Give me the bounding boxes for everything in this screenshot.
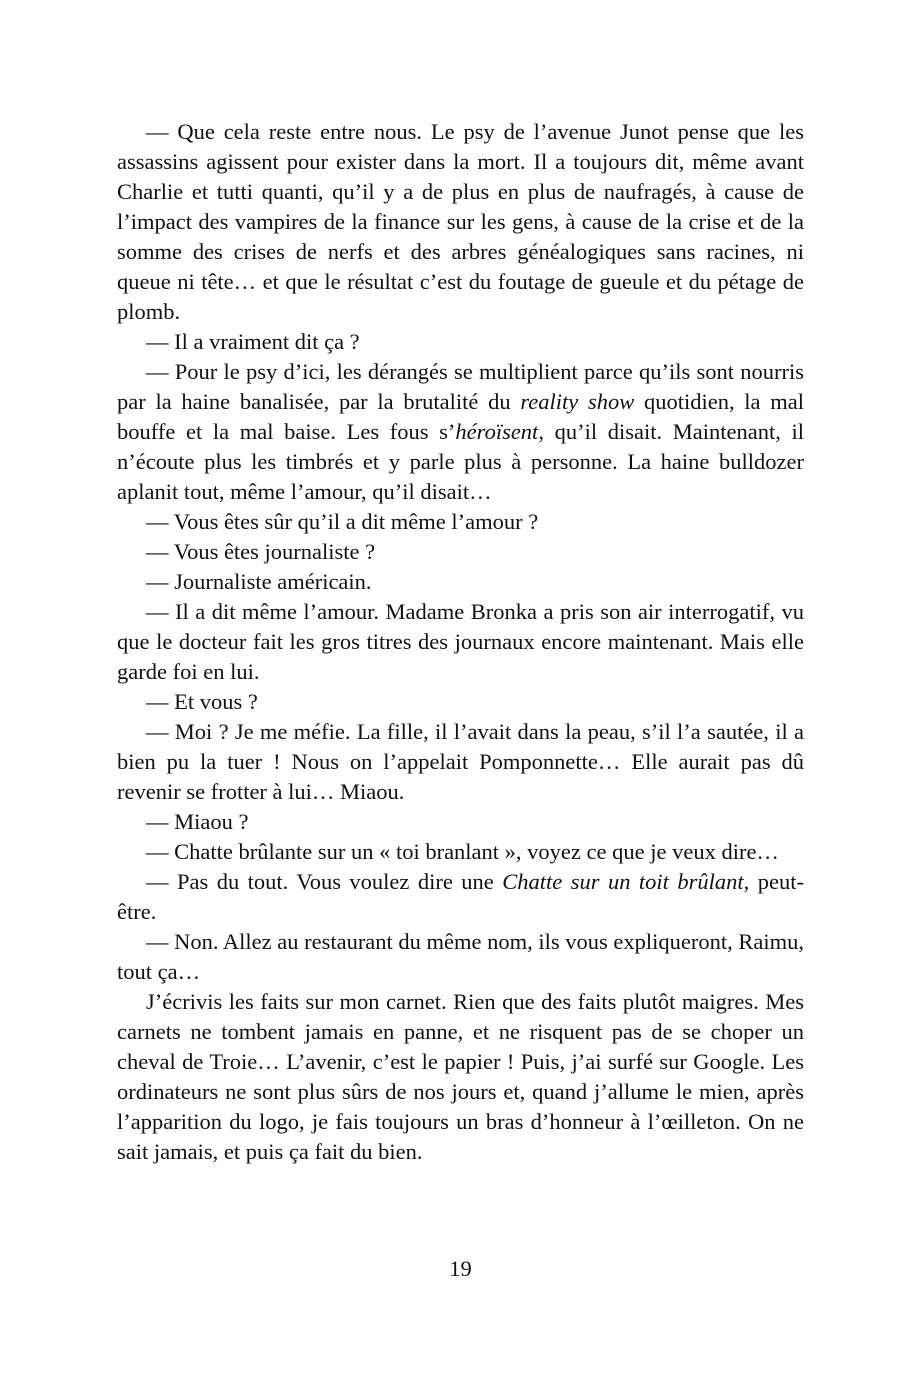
text-run: — Vous êtes journaliste ? bbox=[146, 539, 376, 564]
paragraph bbox=[117, 327, 804, 357]
text-run: — Journaliste américain. bbox=[146, 569, 372, 594]
text-run: , qu’il disait. Maintenant, il n’écoute plus les timbrés et y parle plus à personne. La haine bulldozer aplanit tout, même l’amour, qu’il disait… bbox=[117, 419, 804, 504]
paragraph bbox=[117, 537, 804, 567]
text-run: — Il a vraiment dit ça ? bbox=[146, 329, 360, 354]
text-run: — Miaou ? bbox=[146, 809, 249, 834]
text-run: — Que cela reste entre nous. Le psy de l’avenue Junot pense que les assassins agissent pour exister dans la mort. Il a toujours dit, même avant Charlie et tutti quanti, qu’il y a de plus en plus de naufragés, à cause de l’impact des vampires de la finance sur les gens, à cause de la crise et de la somme des crises de nerfs et des arbres généalogiques sans racines, ni queue ni tête… et que le résultat c’est du foutage de gueule et du pétage de plomb. bbox=[117, 119, 804, 324]
text-run: , peut-être. bbox=[117, 869, 804, 924]
paragraph bbox=[117, 597, 804, 687]
paragraph bbox=[117, 867, 804, 927]
text-run: — Moi ? Je me méfie. La fille, il l’avait dans la peau, s’il l’a sautée, il a bien pu la tuer ! Nous on l’appelait Pomponnette… Elle aurait pas dû revenir se frotter à lui… Miaou. bbox=[117, 719, 804, 804]
page-number: 19 bbox=[449, 1256, 472, 1281]
text-run: — Pour le psy d’ici, les dérangés se multiplient parce qu’ils sont nourris par la haine banalisée, par la brutalité du bbox=[117, 359, 804, 414]
text-run: — Chatte brûlante sur un « toi branlant », voyez ce que je veux dire… bbox=[146, 839, 779, 864]
body-text bbox=[117, 117, 804, 1167]
paragraph bbox=[117, 567, 804, 597]
paragraph bbox=[117, 507, 804, 537]
text-run: quotidien, la mal bouffe et la mal baise. Les fous s’ bbox=[117, 389, 805, 444]
text-run: — Non. Allez au restaurant du même nom, ils vous expliqueront, Raimu, tout ça… bbox=[117, 929, 805, 984]
paragraph bbox=[117, 927, 804, 987]
italic-text: Chatte sur un toit brûlant bbox=[502, 869, 744, 894]
paragraph bbox=[117, 687, 804, 717]
text-run: — Pas du tout. Vous voulez dire une bbox=[146, 869, 503, 894]
text-run: J’écrivis les faits sur mon carnet. Rien que des faits plutôt maigres. Mes carnets ne tombent jamais en panne, et ne risquent pas de se choper un cheval de Troie… L’avenir, c’est le papier ! Puis, j’ai surfé sur Google. Les ordinateurs ne sont plus sûrs de nos jours et, quand j’allume le mien, après l’apparition du logo, je fais toujours un bras d’honneur à l’œilleton. On ne sait jamais, et puis ça fait du bien. bbox=[117, 989, 804, 1164]
paragraph bbox=[117, 717, 804, 807]
paragraph bbox=[117, 987, 804, 1167]
text-run: — Vous êtes sûr qu’il a dit même l’amour ? bbox=[146, 509, 539, 534]
paragraph bbox=[117, 837, 804, 867]
text-run: — Et vous ? bbox=[146, 689, 258, 714]
italic-text: héroïsent bbox=[455, 419, 539, 444]
italic-text: reality show bbox=[520, 389, 635, 414]
text-run: — Il a dit même l’amour. Madame Bronka a pris son air interrogatif, vu que le docteur fait les gros titres des journaux encore maintenant. Mais elle garde foi en lui. bbox=[117, 599, 804, 684]
paragraph bbox=[117, 357, 804, 507]
paragraph bbox=[117, 807, 804, 837]
paragraph bbox=[117, 117, 804, 327]
